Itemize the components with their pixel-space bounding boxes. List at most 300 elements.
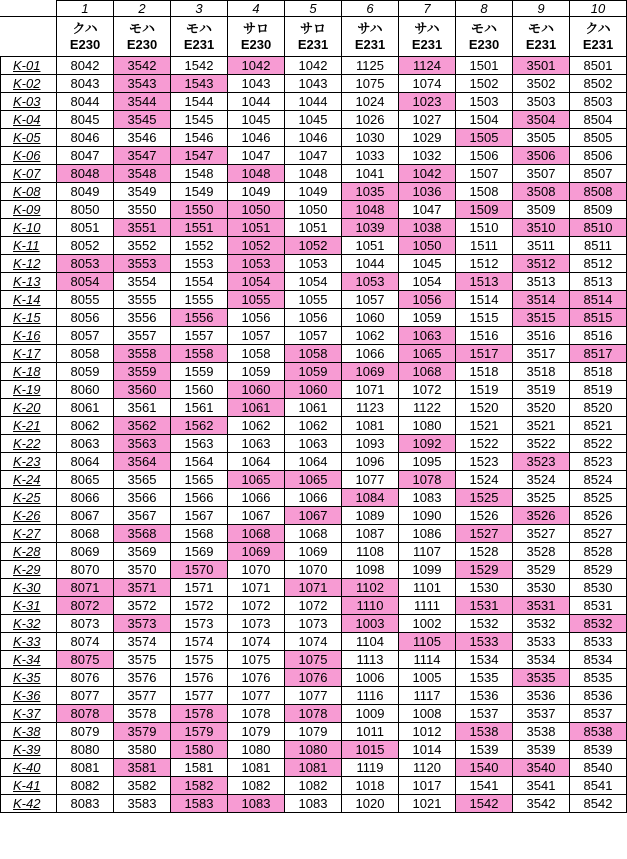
table-row — [1, 129, 627, 147]
car-number-cell: 1513 — [456, 273, 513, 291]
car-number-cell: 8526 — [570, 507, 627, 525]
car-number-cell: 1066 — [342, 345, 399, 363]
car-number-cell: 8046 — [57, 129, 114, 147]
car-number-cell: 1052 — [285, 237, 342, 255]
car-number-cell: 1051 — [285, 219, 342, 237]
formation-label: K-20 — [1, 399, 57, 417]
car-number-cell: 3520 — [513, 399, 570, 417]
car-number-cell: 1075 — [285, 651, 342, 669]
car-number-cell: 1101 — [399, 579, 456, 597]
formation-label: K-30 — [1, 579, 57, 597]
car-number-cell: 3529 — [513, 561, 570, 579]
car-number-cell: 1035 — [342, 183, 399, 201]
car-number-cell: 8521 — [570, 417, 627, 435]
car-number-cell: 8074 — [57, 633, 114, 651]
car-number-cell: 1519 — [456, 381, 513, 399]
car-number-cell: 1122 — [399, 399, 456, 417]
car-number-cell: 3577 — [114, 687, 171, 705]
car-number-cell: 8061 — [57, 399, 114, 417]
car-number-cell: 1114 — [399, 651, 456, 669]
car-number-cell: 1005 — [399, 669, 456, 687]
car-number-cell: 3578 — [114, 705, 171, 723]
car-number-cell: 8044 — [57, 93, 114, 111]
car-number-cell: 8542 — [570, 795, 627, 813]
car-number-cell: 1063 — [285, 435, 342, 453]
car-number-cell: 1539 — [456, 741, 513, 759]
car-number-cell: 1557 — [171, 327, 228, 345]
table-row — [1, 597, 627, 615]
car-type-kana: サロ — [299, 20, 326, 36]
car-number-cell: 1503 — [456, 93, 513, 111]
car-number-cell: 3507 — [513, 165, 570, 183]
car-number-cell: 1048 — [285, 165, 342, 183]
formation-label: K-31 — [1, 597, 57, 615]
car-number-cell: 1065 — [285, 471, 342, 489]
car-number-cell: 1072 — [285, 597, 342, 615]
car-number-cell: 3566 — [114, 489, 171, 507]
car-number-cell: 1071 — [342, 381, 399, 399]
formation-label: K-33 — [1, 633, 57, 651]
car-number-cell: 1523 — [456, 453, 513, 471]
car-number-cell: 1117 — [399, 687, 456, 705]
car-number-cell: 8530 — [570, 579, 627, 597]
car-number-cell: 1528 — [456, 543, 513, 561]
car-number-cell: 3508 — [513, 183, 570, 201]
car-number-cell: 1024 — [342, 93, 399, 111]
car-number-cell: 1058 — [228, 345, 285, 363]
car-number-cell: 8509 — [570, 201, 627, 219]
car-number-cell: 1563 — [171, 435, 228, 453]
car-number-cell: 3510 — [513, 219, 570, 237]
car-number-cell: 3579 — [114, 723, 171, 741]
car-number-cell: 3528 — [513, 543, 570, 561]
car-number-cell: 3532 — [513, 615, 570, 633]
formation-label: K-09 — [1, 201, 57, 219]
formation-label: K-28 — [1, 543, 57, 561]
car-number-cell: 3560 — [114, 381, 171, 399]
formation-table-body — [1, 1, 627, 813]
car-number-cell: 1549 — [171, 183, 228, 201]
car-number-cell: 1060 — [285, 381, 342, 399]
car-number-cell: 3538 — [513, 723, 570, 741]
car-number-cell: 1036 — [399, 183, 456, 201]
table-row — [1, 417, 627, 435]
car-number-cell: 1577 — [171, 687, 228, 705]
car-number-cell: 8062 — [57, 417, 114, 435]
car-number-cell: 1543 — [171, 75, 228, 93]
formation-label: K-42 — [1, 795, 57, 813]
car-number-cell: 1540 — [456, 759, 513, 777]
car-number-cell: 1056 — [228, 309, 285, 327]
car-number-cell: 1077 — [285, 687, 342, 705]
car-type-code: E231 — [354, 36, 386, 52]
table-row — [1, 237, 627, 255]
car-number-cell: 1509 — [456, 201, 513, 219]
car-number-cell: 8527 — [570, 525, 627, 543]
car-number-cell: 8079 — [57, 723, 114, 741]
car-number-cell: 3569 — [114, 543, 171, 561]
car-number-cell: 1507 — [456, 165, 513, 183]
formation-label: K-24 — [1, 471, 57, 489]
car-number-cell: 3536 — [513, 687, 570, 705]
car-number-cell: 1074 — [399, 75, 456, 93]
car-number-cell: 1514 — [456, 291, 513, 309]
car-number-cell: 3523 — [513, 453, 570, 471]
car-number-cell: 3501 — [513, 57, 570, 75]
car-number-cell: 8052 — [57, 237, 114, 255]
car-number-cell: 1062 — [342, 327, 399, 345]
car-number-cell: 1049 — [285, 183, 342, 201]
car-number-cell: 1561 — [171, 399, 228, 417]
car-number-cell: 3567 — [114, 507, 171, 525]
car-number-cell: 1029 — [399, 129, 456, 147]
table-row — [1, 399, 627, 417]
formation-label: K-03 — [1, 93, 57, 111]
car-number-cell: 1524 — [456, 471, 513, 489]
car-number-header: 1 — [57, 1, 114, 17]
car-number-cell: 1123 — [342, 399, 399, 417]
car-number-cell: 1533 — [456, 633, 513, 651]
car-number-header-row — [1, 1, 627, 17]
car-number-cell: 1066 — [228, 489, 285, 507]
car-number-cell: 3516 — [513, 327, 570, 345]
table-row — [1, 669, 627, 687]
car-number-cell: 8528 — [570, 543, 627, 561]
car-number-cell: 3568 — [114, 525, 171, 543]
car-number-cell: 1102 — [342, 579, 399, 597]
car-number-cell: 1559 — [171, 363, 228, 381]
car-number-cell: 1536 — [456, 687, 513, 705]
car-number-cell: 1060 — [342, 309, 399, 327]
car-number-cell: 1026 — [342, 111, 399, 129]
car-number-cell: 1076 — [228, 669, 285, 687]
car-number-cell: 8505 — [570, 129, 627, 147]
car-number-cell: 1526 — [456, 507, 513, 525]
formation-label: K-25 — [1, 489, 57, 507]
car-number-cell: 1501 — [456, 57, 513, 75]
car-number-cell: 1521 — [456, 417, 513, 435]
car-number-cell: 1105 — [399, 633, 456, 651]
car-number-cell: 8077 — [57, 687, 114, 705]
car-number-cell: 8068 — [57, 525, 114, 543]
car-number-cell: 1023 — [399, 93, 456, 111]
formation-label: K-35 — [1, 669, 57, 687]
table-row — [1, 651, 627, 669]
car-number-cell: 8529 — [570, 561, 627, 579]
car-number-header: 2 — [114, 1, 171, 17]
car-number-cell: 1075 — [342, 75, 399, 93]
formation-label: K-38 — [1, 723, 57, 741]
car-number-cell: 8513 — [570, 273, 627, 291]
car-number-cell: 1046 — [228, 129, 285, 147]
car-number-cell: 3518 — [513, 363, 570, 381]
car-number-cell: 1048 — [342, 201, 399, 219]
car-number-cell: 1556 — [171, 309, 228, 327]
car-number-cell: 3580 — [114, 741, 171, 759]
table-row — [1, 219, 627, 237]
car-number-cell: 1044 — [285, 93, 342, 111]
car-number-cell: 8520 — [570, 399, 627, 417]
table-row — [1, 615, 627, 633]
car-number-cell: 1018 — [342, 777, 399, 795]
car-number-cell: 8066 — [57, 489, 114, 507]
car-type-header — [570, 17, 627, 57]
car-number-cell: 1060 — [228, 381, 285, 399]
car-number-cell: 1061 — [228, 399, 285, 417]
car-number-cell: 1048 — [228, 165, 285, 183]
car-number-cell: 1095 — [399, 453, 456, 471]
car-number-cell: 8508 — [570, 183, 627, 201]
car-number-cell: 1516 — [456, 327, 513, 345]
car-number-cell: 1569 — [171, 543, 228, 561]
car-number-cell: 1054 — [399, 273, 456, 291]
car-number-cell: 1515 — [456, 309, 513, 327]
formation-label: K-36 — [1, 687, 57, 705]
car-number-cell: 8083 — [57, 795, 114, 813]
car-number-cell: 1558 — [171, 345, 228, 363]
car-number-header: 9 — [513, 1, 570, 17]
car-number-cell: 1038 — [399, 219, 456, 237]
car-number-cell: 3543 — [114, 75, 171, 93]
car-number-cell: 3559 — [114, 363, 171, 381]
car-type-header — [399, 17, 456, 57]
car-number-cell: 1047 — [285, 147, 342, 165]
car-number-cell: 3526 — [513, 507, 570, 525]
car-number-cell: 3557 — [114, 327, 171, 345]
car-number-cell: 1087 — [342, 525, 399, 543]
car-number-cell: 1063 — [228, 435, 285, 453]
car-number-cell: 1011 — [342, 723, 399, 741]
formation-label: K-22 — [1, 435, 57, 453]
car-number-cell: 1571 — [171, 579, 228, 597]
formation-label: K-15 — [1, 309, 57, 327]
car-number-cell: 1069 — [228, 543, 285, 561]
car-number-cell: 1090 — [399, 507, 456, 525]
table-row — [1, 111, 627, 129]
car-number-cell: 8053 — [57, 255, 114, 273]
car-number-cell: 1044 — [342, 255, 399, 273]
car-number-cell: 1077 — [228, 687, 285, 705]
formation-label: K-39 — [1, 741, 57, 759]
car-type-code: E230 — [69, 36, 101, 52]
car-number-cell: 1079 — [228, 723, 285, 741]
formation-label: K-06 — [1, 147, 57, 165]
car-number-cell: 3554 — [114, 273, 171, 291]
car-number-cell: 1072 — [399, 381, 456, 399]
car-number-cell: 1055 — [285, 291, 342, 309]
car-type-header — [228, 17, 285, 57]
car-number-cell: 8525 — [570, 489, 627, 507]
car-number-cell: 1042 — [399, 165, 456, 183]
car-number-cell: 3564 — [114, 453, 171, 471]
car-number-cell: 8531 — [570, 597, 627, 615]
car-number-cell: 1081 — [285, 759, 342, 777]
car-number-cell: 1074 — [228, 633, 285, 651]
car-number-cell: 1502 — [456, 75, 513, 93]
table-row — [1, 75, 627, 93]
car-number-cell: 1061 — [285, 399, 342, 417]
car-number-cell: 1089 — [342, 507, 399, 525]
car-number-cell: 3524 — [513, 471, 570, 489]
car-number-cell: 3517 — [513, 345, 570, 363]
car-number-cell: 1047 — [228, 147, 285, 165]
car-number-cell: 1541 — [456, 777, 513, 795]
car-number-cell: 3502 — [513, 75, 570, 93]
car-number-cell: 8082 — [57, 777, 114, 795]
car-type-header — [171, 17, 228, 57]
car-number-cell: 1070 — [285, 561, 342, 579]
car-number-cell: 1113 — [342, 651, 399, 669]
car-number-cell: 1045 — [399, 255, 456, 273]
car-number-cell: 1579 — [171, 723, 228, 741]
car-number-cell: 1054 — [228, 273, 285, 291]
car-number-cell: 1104 — [342, 633, 399, 651]
car-number-cell: 1083 — [228, 795, 285, 813]
car-number-cell: 1066 — [285, 489, 342, 507]
car-number-cell: 1111 — [399, 597, 456, 615]
car-number-cell: 3561 — [114, 399, 171, 417]
car-number-cell: 1079 — [285, 723, 342, 741]
car-number-cell: 3512 — [513, 255, 570, 273]
car-number-cell: 8507 — [570, 165, 627, 183]
car-number-cell: 1512 — [456, 255, 513, 273]
car-number-cell: 3558 — [114, 345, 171, 363]
car-number-cell: 1006 — [342, 669, 399, 687]
car-number-cell: 1042 — [285, 57, 342, 75]
car-number-cell: 1057 — [228, 327, 285, 345]
car-number-cell: 8060 — [57, 381, 114, 399]
car-number-cell: 1021 — [399, 795, 456, 813]
car-type-kana: サロ — [242, 20, 269, 36]
car-number-cell: 3582 — [114, 777, 171, 795]
car-number-cell: 1030 — [342, 129, 399, 147]
car-number-cell: 3575 — [114, 651, 171, 669]
car-number-cell: 1534 — [456, 651, 513, 669]
car-number-header: 4 — [228, 1, 285, 17]
formation-label: K-26 — [1, 507, 57, 525]
car-number-cell: 1529 — [456, 561, 513, 579]
formation-label: K-04 — [1, 111, 57, 129]
car-number-cell: 1052 — [228, 237, 285, 255]
car-number-cell: 1047 — [399, 201, 456, 219]
car-number-cell: 1068 — [399, 363, 456, 381]
car-number-cell: 3583 — [114, 795, 171, 813]
car-number-cell: 1043 — [285, 75, 342, 93]
formation-label: K-16 — [1, 327, 57, 345]
table-row — [1, 201, 627, 219]
car-type-kana: クハ — [585, 20, 611, 36]
car-number-cell: 1583 — [171, 795, 228, 813]
formation-label: K-08 — [1, 183, 57, 201]
car-number-cell: 3540 — [513, 759, 570, 777]
car-number-cell: 3571 — [114, 579, 171, 597]
car-number-cell: 1081 — [342, 417, 399, 435]
car-number-cell: 3562 — [114, 417, 171, 435]
table-row — [1, 273, 627, 291]
car-number-cell: 3519 — [513, 381, 570, 399]
car-number-cell: 3555 — [114, 291, 171, 309]
table-row — [1, 165, 627, 183]
formation-label: K-11 — [1, 237, 57, 255]
car-number-cell: 1573 — [171, 615, 228, 633]
car-number-cell: 1527 — [456, 525, 513, 543]
car-number-cell: 1508 — [456, 183, 513, 201]
car-number-header: 3 — [171, 1, 228, 17]
table-row — [1, 327, 627, 345]
car-number-cell: 3534 — [513, 651, 570, 669]
car-number-cell: 1051 — [342, 237, 399, 255]
car-number-cell: 1053 — [342, 273, 399, 291]
car-number-cell: 1044 — [228, 93, 285, 111]
car-number-cell: 8070 — [57, 561, 114, 579]
car-number-cell: 8504 — [570, 111, 627, 129]
corner-cell — [1, 1, 57, 17]
car-number-cell: 1530 — [456, 579, 513, 597]
car-number-cell: 1565 — [171, 471, 228, 489]
car-number-cell: 3521 — [513, 417, 570, 435]
car-number-cell: 1071 — [285, 579, 342, 597]
formation-label: K-10 — [1, 219, 57, 237]
car-number-cell: 8045 — [57, 111, 114, 129]
car-number-cell: 1069 — [285, 543, 342, 561]
car-number-cell: 1042 — [228, 57, 285, 75]
table-row — [1, 471, 627, 489]
car-number-cell: 8540 — [570, 759, 627, 777]
car-type-code: E231 — [297, 36, 329, 52]
table-row — [1, 147, 627, 165]
table-row — [1, 489, 627, 507]
car-number-cell: 1064 — [285, 453, 342, 471]
car-number-cell: 3545 — [114, 111, 171, 129]
car-number-cell: 1099 — [399, 561, 456, 579]
car-number-cell: 8043 — [57, 75, 114, 93]
car-number-cell: 8072 — [57, 597, 114, 615]
car-number-cell: 1552 — [171, 237, 228, 255]
car-number-cell: 1511 — [456, 237, 513, 255]
car-number-cell: 1059 — [399, 309, 456, 327]
car-number-cell: 1062 — [228, 417, 285, 435]
car-number-cell: 1574 — [171, 633, 228, 651]
car-number-cell: 1570 — [171, 561, 228, 579]
car-number-cell: 1065 — [399, 345, 456, 363]
car-number-cell: 1078 — [399, 471, 456, 489]
car-number-cell: 1582 — [171, 777, 228, 795]
car-number-cell: 8071 — [57, 579, 114, 597]
car-number-header: 8 — [456, 1, 513, 17]
car-number-cell: 1550 — [171, 201, 228, 219]
car-number-cell: 8515 — [570, 309, 627, 327]
car-number-cell: 1082 — [285, 777, 342, 795]
car-number-cell: 8078 — [57, 705, 114, 723]
car-number-cell: 1578 — [171, 705, 228, 723]
car-number-cell: 1110 — [342, 597, 399, 615]
car-type-kana: モハ — [470, 20, 497, 36]
car-number-cell: 1124 — [399, 57, 456, 75]
car-number-cell: 8075 — [57, 651, 114, 669]
car-number-cell: 8080 — [57, 741, 114, 759]
car-type-header — [114, 17, 171, 57]
table-row — [1, 183, 627, 201]
formation-label: K-23 — [1, 453, 57, 471]
car-number-cell: 1055 — [228, 291, 285, 309]
car-number-cell: 3535 — [513, 669, 570, 687]
car-number-cell: 1068 — [228, 525, 285, 543]
car-number-cell: 3531 — [513, 597, 570, 615]
car-number-header: 6 — [342, 1, 399, 17]
car-number-cell: 1067 — [228, 507, 285, 525]
table-row — [1, 453, 627, 471]
car-number-cell: 8506 — [570, 147, 627, 165]
